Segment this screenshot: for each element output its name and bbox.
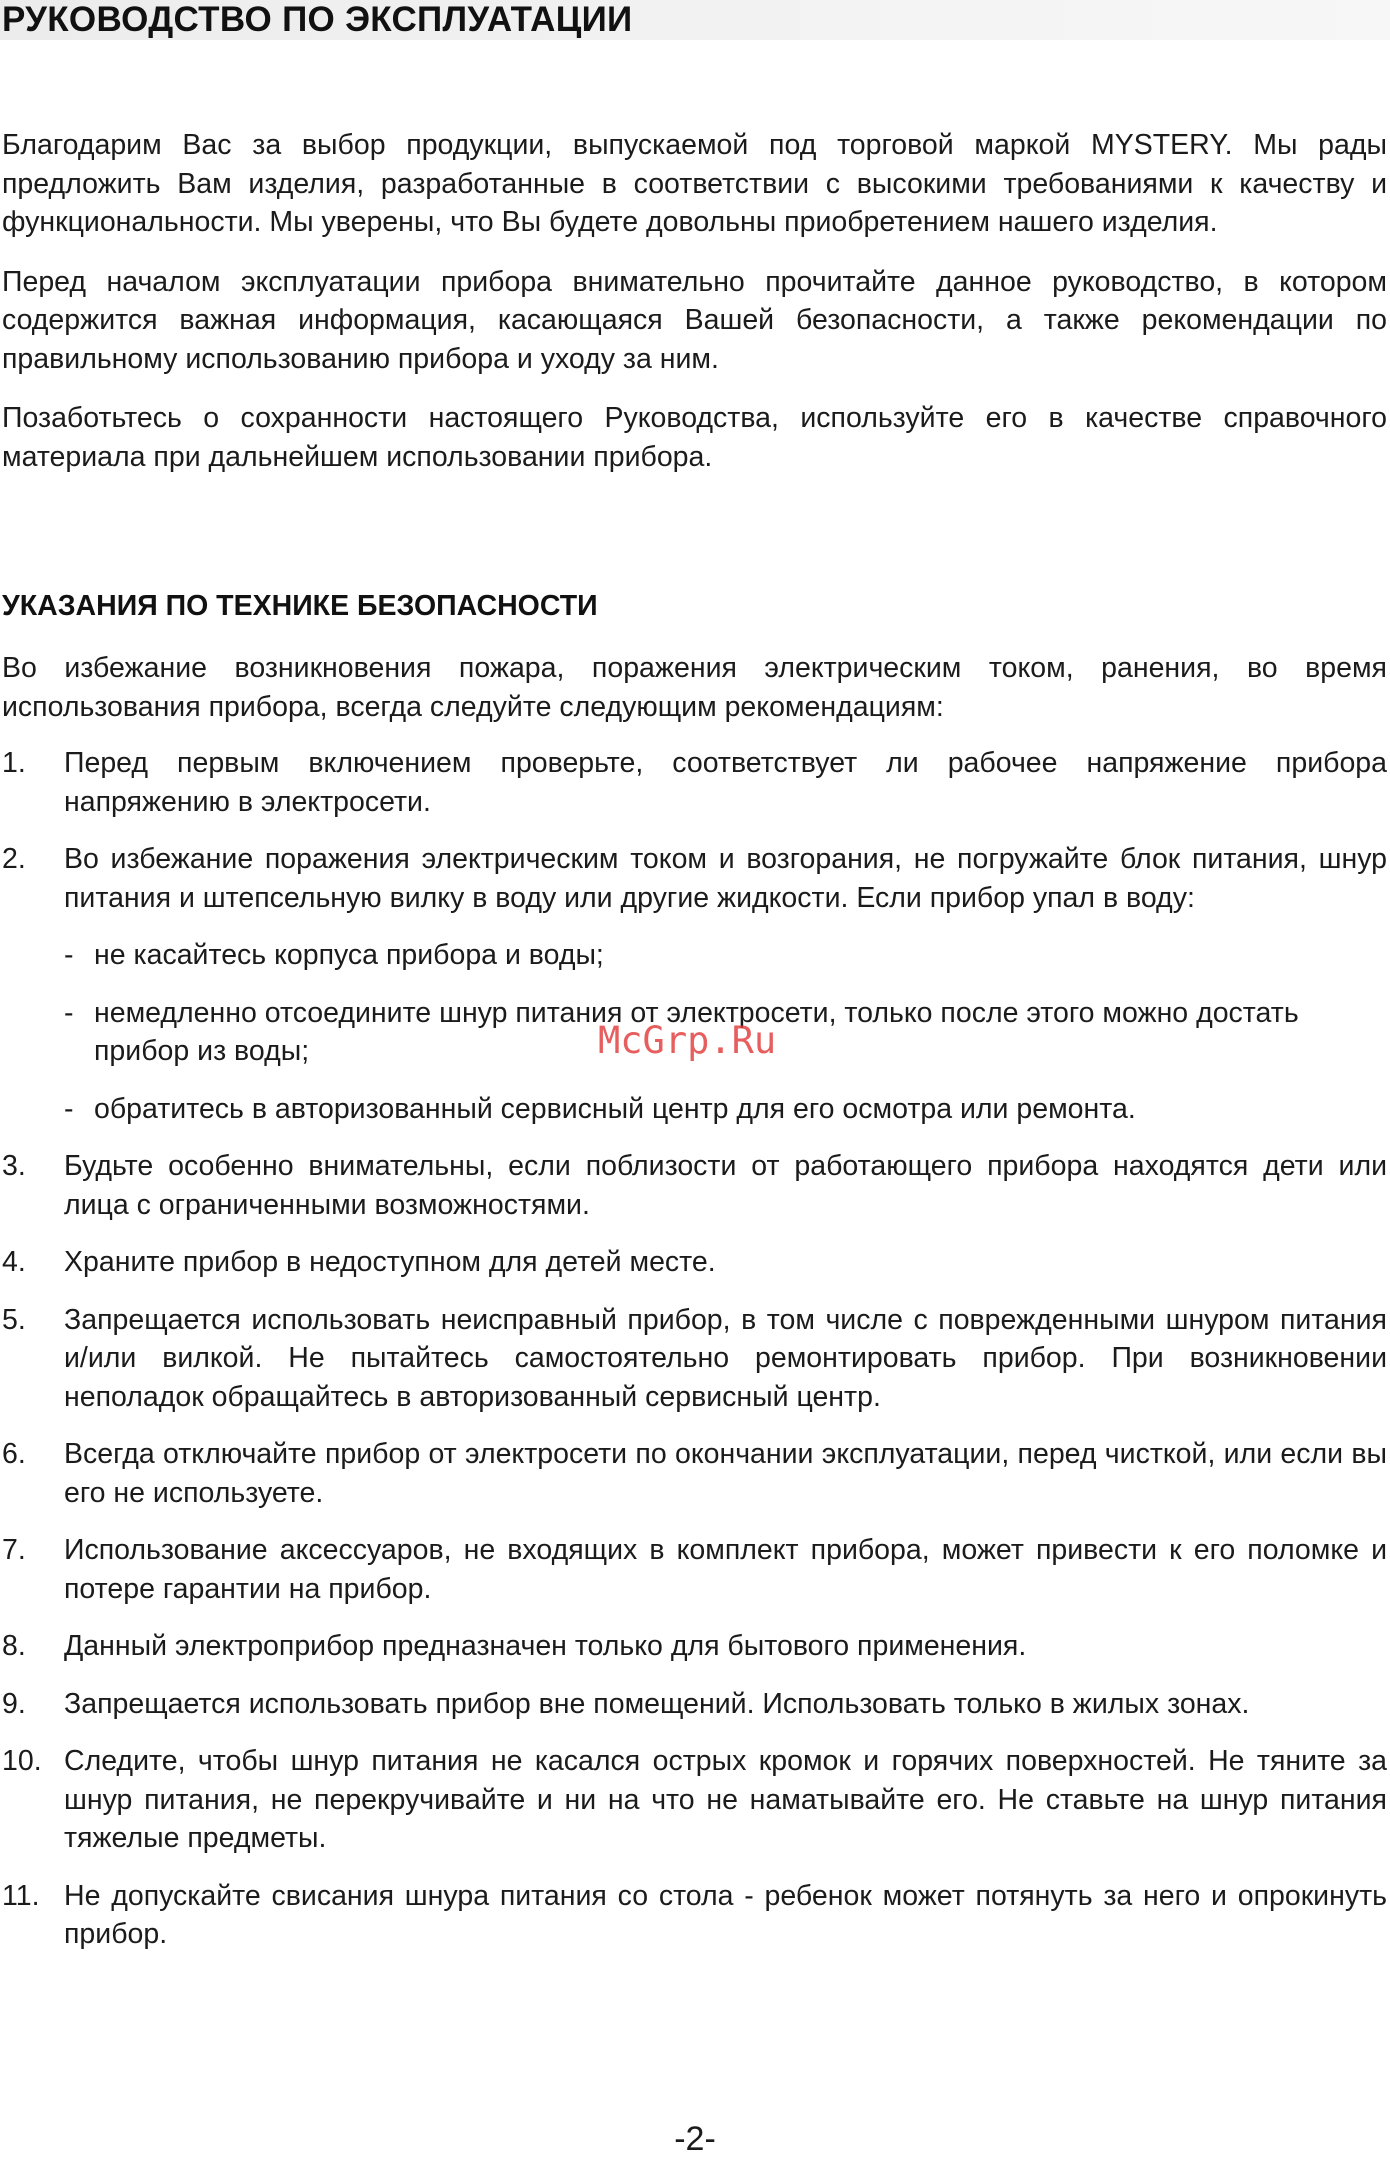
page-title: РУКОВОДСТВО ПО ЭКСПЛУАТАЦИИ xyxy=(2,0,633,39)
section-heading: УКАЗАНИЯ ПО ТЕХНИКЕ БЕЗОПАСНОСТИ xyxy=(2,590,598,622)
page-number: -2- xyxy=(674,2120,716,2158)
item-number: 8. xyxy=(2,1630,26,1662)
item-number: 4. xyxy=(2,1246,26,1278)
list-item xyxy=(2,1877,1387,1954)
safety-lead: Во избежание возникновения пожара, поражения электрическим током, ранения, во время использования прибора, всегда следуйте следующим рекомендациям: xyxy=(2,652,1387,723)
list-item xyxy=(2,1435,1387,1512)
intro-paragraph: Позаботьтесь о сохранности настоящего Руководства, используйте его в качестве справочного материала при дальнейшем использовании прибора. xyxy=(2,402,1387,473)
item-text: Запрещается использовать прибор вне помещений. Использовать только в жилых зонах. xyxy=(64,1687,1250,1720)
item-text: Не допускайте свисания шнура питания со стола - ребенок может потянуть за него и опрокинуть прибор. xyxy=(64,1879,1387,1950)
sub-item xyxy=(2,1090,1387,1129)
item-number: 6. xyxy=(2,1438,26,1470)
list-item xyxy=(2,1627,1387,1666)
item-text: Всегда отключайте прибор от электросети по окончании эксплуатации, перед чисткой, или если вы его не используете. xyxy=(64,1438,1387,1509)
intro-section xyxy=(2,126,1387,497)
list-item xyxy=(2,744,1387,821)
item-number: 2. xyxy=(2,843,26,875)
item-number: 1. xyxy=(2,747,26,779)
title-bar xyxy=(0,0,1390,40)
item-text: Данный электроприбор предназначен только для бытового применения. xyxy=(64,1630,1027,1662)
list-item xyxy=(2,1531,1387,1608)
item-number: 5. xyxy=(2,1303,26,1336)
item-number: 7. xyxy=(2,1534,26,1566)
watermark: McGrp.Ru xyxy=(598,1019,777,1062)
list-item xyxy=(2,1147,1387,1224)
list-item xyxy=(2,1301,1387,1417)
sub-item-dash: - xyxy=(64,939,74,971)
sub-item xyxy=(2,936,1387,975)
item-text: Храните прибор в недоступном для детей месте. xyxy=(64,1246,716,1278)
item-text: Перед первым включением проверьте, соответствует ли рабочее напряжение прибора напряжению в электросети. xyxy=(64,747,1387,818)
item-number: 10. xyxy=(2,1745,42,1777)
intro-paragraph: Перед началом эксплуатации прибора внимательно прочитайте данное руководство, в котором содержится важная информация, касающаяся Вашей безопасности, а также рекомендации по правильному использованию прибора и уходу за ним. xyxy=(2,265,1387,375)
item-text: Использование аксессуаров, не входящих в комплект прибора, может привести к его поломке и потере гарантии на прибор. xyxy=(64,1534,1387,1605)
item-number: 3. xyxy=(2,1150,26,1182)
item-text: Будьте особенно внимательны, если поблизости от работающего прибора находятся дети или лица с ограниченными возможностями. xyxy=(64,1150,1387,1221)
item-text: Во избежание поражения электрическим током и возгорания, не погружайте блок питания, шнур питания и штепсельную вилку в воду или другие жидкости. Если прибор упал в воду: xyxy=(64,843,1387,914)
sub-item-dash: - xyxy=(64,1092,74,1125)
sub-item-dash: - xyxy=(64,996,74,1029)
item-number: 11. xyxy=(2,1879,40,1912)
item-text: Следите, чтобы шнур питания не касался острых кромок и горячих поверхностей. Не тяните за шнур питания, не перекручивайте и ни на что не наматывайте его. Не ставьте на шнур питания тяжелые предметы. xyxy=(64,1745,1387,1854)
list-item xyxy=(2,840,1387,917)
safety-rules xyxy=(2,649,1387,1973)
item-text: Запрещается использовать неисправный прибор, в том числе с поврежденными шнуром питания и/или вилкой. Не пытайтесь самостоятельно ремонтировать прибор. При возникновении неполадок обращайтесь в авторизованный сервисный центр. xyxy=(64,1303,1387,1413)
sub-item-text: немедленно отсоедините шнур питания от электросети, только после этого можно достать прибор из воды; xyxy=(94,996,1299,1067)
intro-paragraph: Благодарим Вас за выбор продукции, выпускаемой под торговой маркой MYSTERY. Мы рады предложить Вам изделия, разработанные в соответствии с высокими требованиями к качеству и функциональности. Мы уверены, что Вы будете довольны приобретением нашего изделия. xyxy=(2,129,1387,238)
list-item xyxy=(2,1685,1387,1724)
sub-item-text: не касайтесь корпуса прибора и воды; xyxy=(94,939,604,971)
item-number: 9. xyxy=(2,1687,26,1720)
sub-item-text: обратитесь в авторизованный сервисный центр для его осмотра или ремонта. xyxy=(94,1092,1136,1125)
list-item xyxy=(2,1742,1387,1858)
list-item xyxy=(2,1243,1387,1282)
